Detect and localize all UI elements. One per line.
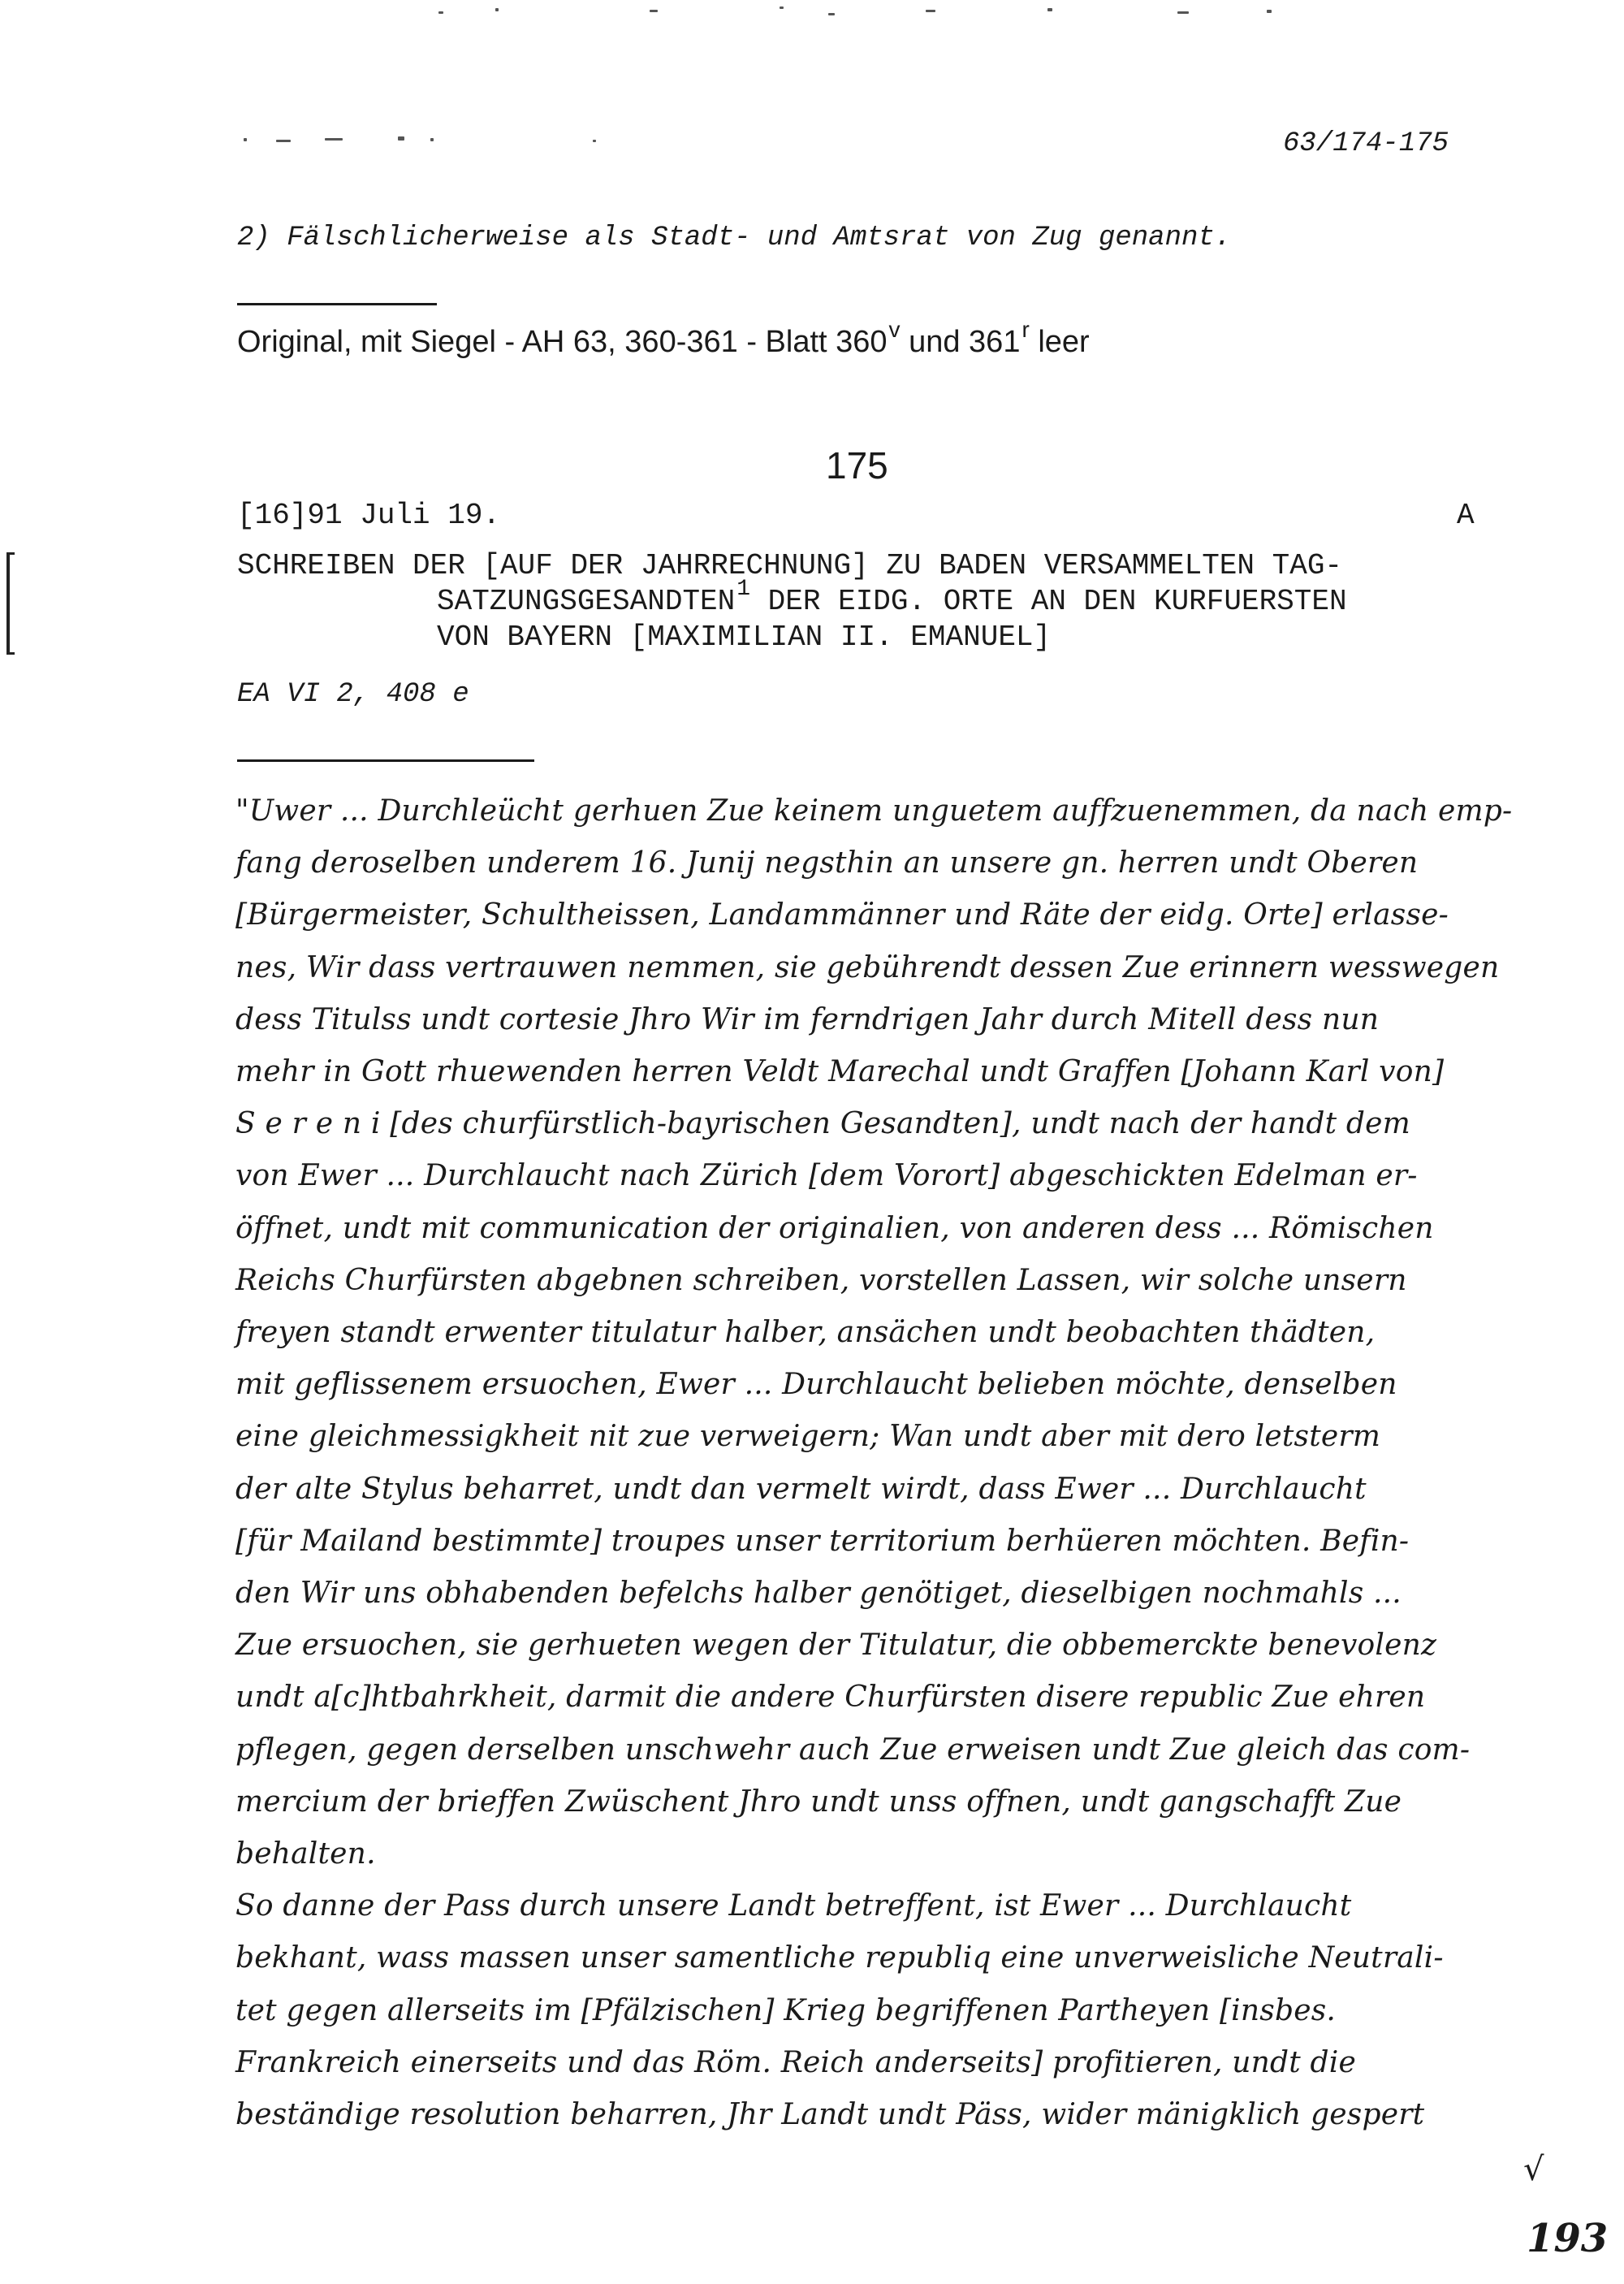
document-number: 175 (826, 444, 888, 487)
heading-line-1: SCHREIBEN DER [AUF DER JAHRRECHNUNG] ZU BADEN VERSAMMELTEN TAG- (237, 549, 1343, 582)
letter-line: S e r e n i [des churfürstlich-bayrischen Gesandten], undt nach der handt dem (235, 1107, 1410, 1141)
heading-line-3: VON BAYERN [MAXIMILIAN II. EMANUEL] (437, 621, 1052, 654)
document-date: [16]91 Juli 19. (237, 499, 501, 532)
source-note-sup-verso: v (888, 317, 901, 342)
letter-line: von Ewer ... Durchlaucht nach Zürich [dem Vorort] abgeschickten Edelman er- (235, 1159, 1418, 1193)
letter-line: dess Titulss undt cortesie Jhro Wir im ferndrigen Jahr durch Mitell dess nun (235, 1002, 1380, 1036)
letter-line: der alte Stylus beharret, undt dan vermelt wirdt, dass Ewer ... Durchlaucht (235, 1472, 1367, 1506)
letter-line: mercium der brieffen Zwüschent Jhro undt unss offnen, undt gangschafft Zue (235, 1784, 1402, 1819)
handwritten-check-mark: √ (1523, 2151, 1544, 2188)
heading-line-2 (437, 577, 1347, 618)
letter-line: [Bürgermeister, Schultheissen, Landammänner und Räte der eidg. Orte] erlasse- (235, 898, 1449, 932)
margin-bracket-mark (6, 552, 15, 655)
letter-line: mehr in Gott rhuewenden herren Veldt Marechal undt Graffen [Johann Karl von] (235, 1055, 1445, 1088)
handwritten-page-number: 193 (1527, 2216, 1609, 2261)
source-note-suffix: leer (1029, 325, 1090, 359)
letter-line: So danne der Pass durch unsere Landt betreffent, ist Ewer ... Durchlaucht (235, 1889, 1352, 1923)
letter-line: tet gegen allerseits im [Pfälzischen] Krieg begriffenen Partheyen [insbes. (235, 1993, 1337, 2027)
source-note-prefix: Original, mit Siegel - AH 63, 360-361 - Blatt 360 (237, 325, 888, 359)
letter-line: [für Mailand bestimmte] troupes unser territorium berhüeren möchten. Befin- (235, 1524, 1410, 1558)
letter-line: beständige resolution beharren, Jhr Landt undt Päss, wider mänigklich gespert (235, 2098, 1425, 2131)
body-divider (237, 759, 534, 762)
heading-line-2-b: DER EIDG. ORTE AN DEN KURFUERSTEN (750, 585, 1347, 618)
letter-line: undt a[c]htbahrkheit, darmit die andere Churfürsten disere republic Zue ehren (235, 1681, 1426, 1715)
letter-line: eine gleichmessigkheit nit zue verweigern; Wan undt aber mit dero letsterm (235, 1420, 1381, 1454)
letter-line: Zue ersuochen, sie gerhueten wegen der Titulatur, die obbemerckte benevolenz (235, 1629, 1437, 1663)
letter-line: Reichs Churfürsten abgebnen schreiben, vorstellen Lassen, wir solche unsern (235, 1263, 1407, 1297)
letter-line: behalten. (235, 1837, 376, 1871)
letter-line: mit geflissenem ersuochen, Ewer ... Durchlaucht belieben möchte, denselben (235, 1368, 1397, 1402)
footnote-marker-1: 1 (736, 577, 751, 602)
source-note (237, 317, 1090, 360)
heading-line-2-a: SATZUNGSGESANDTEN (437, 585, 736, 618)
letter-line: nes, Wir dass vertrauwen nemmen, sie gebührendt dessen Zue erinnern wesswegen (235, 950, 1500, 984)
document-type-marker: A (1457, 499, 1475, 532)
footnote: 2) Fälschlicherweise als Stadt- und Amtsrat von Zug genannt. (237, 223, 1232, 253)
letter-line: öffnet, undt mit communication der originalien, von anderen dess ... Römischen (235, 1211, 1434, 1245)
source-note-sup-recto: r (1021, 317, 1030, 342)
letter-line: pflegen, gegen derselben unschwehr auch Zue erweisen undt Zue gleich das com- (235, 1732, 1471, 1767)
edition-reference: EA VI 2, 408 e (237, 679, 469, 710)
letter-line: fang deroselben underem 16. Junij negsthin an unsere gn. herren undt Oberen (235, 846, 1419, 880)
footnote-divider (237, 303, 437, 305)
letter-line: Frankreich einerseits und das Röm. Reich anderseits] profitieren, undt die (235, 2045, 1357, 2079)
source-note-middle: und 361 (900, 325, 1021, 359)
letter-line: freyen standt erwenter titulatur halber, ansächen undt beobachten thädten, (235, 1316, 1376, 1349)
page-reference: 63/174-175 (1283, 128, 1449, 159)
letter-line: bekhant, wass massen unser samentliche republiq eine unverweisliche Neutrali- (235, 1941, 1444, 1975)
letter-line: den Wir uns obhabenden befelchs halber genötiget, dieselbigen nochmahls ... (235, 1577, 1402, 1610)
letter-line: "Uwer ... Durchleücht gerhuen Zue keinem unguetem auffzuenemmen, da nach emp- (235, 794, 1513, 828)
